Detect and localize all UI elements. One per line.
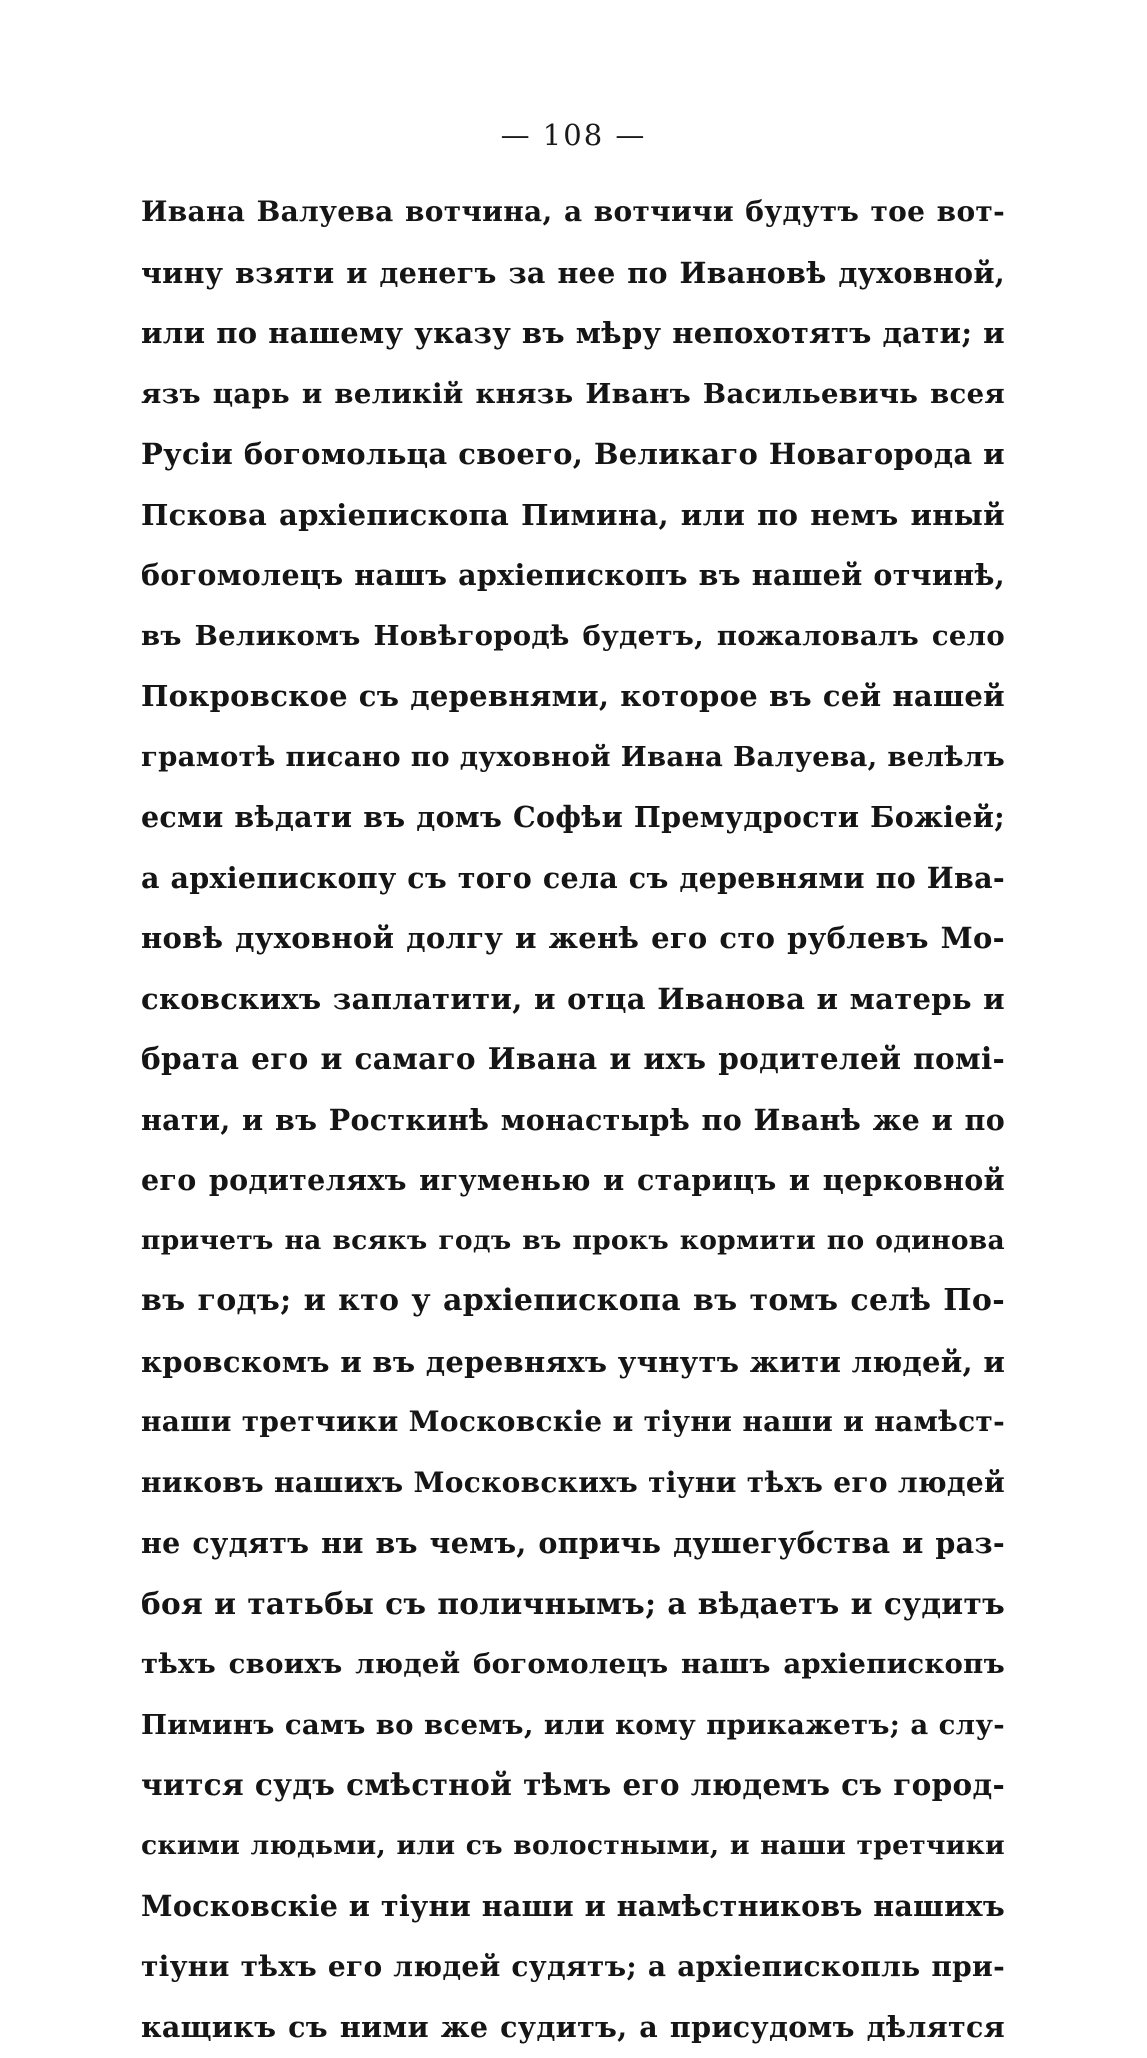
text-line: а архіепископу съ того села съ деревнями по Ива-	[141, 860, 1005, 895]
text-line: кровскомъ и въ деревняхъ учнутъ жити людей, и	[141, 1344, 1006, 1379]
text-line: сковскихъ заплатити, и отца Иванова и матерь и	[141, 981, 1005, 1016]
text-line: въ годъ; и кто у архіепископа въ томъ селѣ По-	[141, 1283, 1005, 1318]
text-line: въ Великомъ Новѣгородѣ будетъ, пожаловалъ село	[141, 619, 1005, 652]
text-line: Московскіе и тіуни наши и намѣстниковъ нашихъ	[141, 1889, 1005, 1923]
text-line: Пскова архіепископа Пимина, или по немъ иный	[141, 497, 1005, 532]
page-number: — 108 —	[500, 118, 647, 152]
body-text	[141, 182, 1005, 2058]
text-line: язъ царь и великій князь Иванъ Васильевичь всея	[141, 377, 1005, 410]
text-line: наши третчики Московскіе и тіуни наши и намѣст-	[141, 1405, 1005, 1438]
text-line: не судятъ ни въ чемъ, опричь душегубства и раз-	[141, 1526, 1005, 1560]
text-line: кащикъ съ ними же судитъ, а присудомъ дѣлятся	[141, 2010, 1005, 2044]
text-line: Русіи богомольца своего, Великаго Новагорода и	[141, 437, 1005, 471]
text-line: тѣхъ своихъ людей богомолецъ нашъ архіепископъ	[141, 1648, 1005, 1680]
text-line: чится судъ смѣстной тѣмъ его людемъ съ город-	[141, 1767, 1005, 1802]
text-line: его родителяхъ игуменью и старицъ и церковной	[141, 1163, 1005, 1197]
text-line: боя и татьбы съ поличнымъ; а вѣдаетъ и судитъ	[141, 1585, 1005, 1621]
text-line: брата его и самаго Ивана и ихъ родителей помі-	[141, 1041, 1005, 1076]
text-line: есми вѣдати въ домъ Софѣи Премудрости Божіей;	[141, 800, 1005, 834]
text-line: Ивана Валуева вотчина, а вотчичи будутъ тое вот-	[141, 195, 1005, 228]
text-line: никовъ нашихъ Московскихъ тіуни тѣхъ его людей	[141, 1465, 1006, 1499]
text-line: Пиминъ самъ во всемъ, или кому прикажетъ; а слу-	[141, 1708, 1005, 1741]
text-line: или по нашему указу въ мѣру непохотятъ дати; и	[141, 316, 1005, 350]
text-line: богомолецъ нашъ архіепископъ въ нашей отчинѣ,	[141, 558, 1005, 592]
text-line: причетъ на всякъ годъ въ прокъ кормити по одинова	[141, 1224, 1005, 1256]
text-line: Покровское съ деревнями, которое въ сей нашей	[141, 679, 1005, 713]
text-line: скими людьми, или съ волостными, и наши третчики	[141, 1829, 1005, 1861]
text-line: тіуни тѣхъ его людей судятъ; а архіепископль при-	[141, 1949, 1005, 1983]
text-line: чину взяти и денегъ за нее по Ивановѣ духовной,	[141, 255, 1005, 290]
text-line: нати, и въ Росткинѣ монастырѣ по Иванѣ же и по	[141, 1102, 1005, 1137]
text-line: новѣ духовной долгу и женѣ его сто рублевъ Мо-	[141, 921, 1005, 955]
text-line: грамотѣ писано по духовной Ивана Валуева, велѣлъ	[141, 740, 1005, 773]
